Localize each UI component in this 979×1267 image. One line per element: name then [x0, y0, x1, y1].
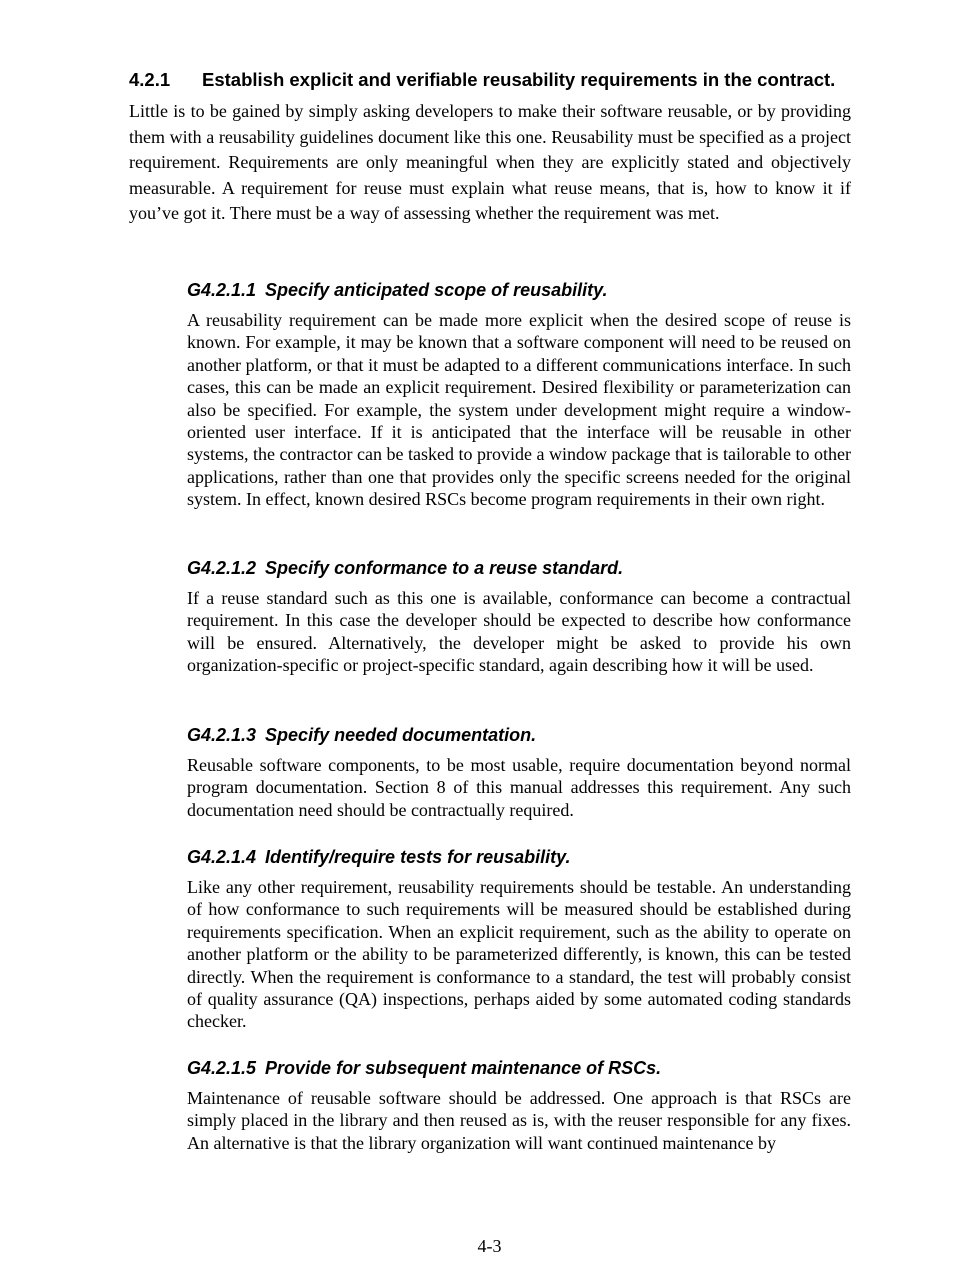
- guideline-heading: [187, 279, 867, 301]
- guideline-number: G4.2.1.4: [187, 847, 257, 867]
- guideline-heading: [187, 557, 867, 579]
- guideline-paragraph: A reusability requirement can be made more explicit when the desired scope of reuse is known. For example, it may be known that a software component will need to be reused on another platform, or that it must be adapted to a different communications interface. In such cases, this can be made an explicit requirement. Desired flexibility or parameterization can also be specified. For example, the system under development might require a window-oriented user interface. If it is anticipated that the interface will be reusable in other systems, the contractor can be tasked to provide a window package that is tailorable to other applications, rather than one that provides only the specific screens needed for the original system. In effect, known desired RSCs become program requirements in their own right.: [187, 310, 851, 510]
- guideline-heading: [187, 724, 867, 746]
- guideline-heading: [187, 1057, 867, 1079]
- section-intro-paragraph: Little is to be gained by simply asking developers to make their software reusable, or by providing them with a reusability guidelines document like this one. Reusability must be specified as a project requirement. Requirements are only meaningful when they are explicitly stated and objectively measurable. A requirement for reuse must explain what reuse means, that is, how to know it if you’ve got it. There must be a way of assessing whether the requirement was met.: [129, 101, 851, 224]
- guideline-paragraph: Maintenance of reusable software should be addressed. One approach is that RSCs are simply placed in the library and then reused as is, with the reuser responsible for any fixes. An alternative is that the library organization will want continued maintenance by: [187, 1088, 851, 1153]
- guideline-title: Specify needed documentation.: [265, 725, 537, 745]
- guideline-heading: [187, 846, 867, 868]
- section-heading: [129, 68, 869, 92]
- guideline-number: G4.2.1.5: [187, 1058, 257, 1078]
- guideline-title: Specify anticipated scope of reusability.: [265, 280, 608, 300]
- guideline-paragraph: Like any other requirement, reusability requirements should be testable. An understanding of how conformance to such requirements will be measured should be established during requirements specification. When an explicit requirement, such as the ability to operate on another platform or the ability to be parameterized differently, is known, this can be tested directly. When the requirement is conformance to a standard, the test will probably consist of quality assurance (QA) inspections, perhaps aided by some automated coding standards checker.: [187, 877, 851, 1032]
- section-title: Establish explicit and verifiable reusability requirements in the contract.: [202, 69, 836, 90]
- guideline-title: Identify/require tests for reusability.: [265, 847, 571, 867]
- guideline-title: Specify conformance to a reuse standard.: [265, 558, 624, 578]
- guideline-number: G4.2.1.2: [187, 558, 257, 578]
- guideline-number: G4.2.1.1: [187, 280, 257, 300]
- page-number: 4-3: [477, 1236, 502, 1256]
- section-number: 4.2.1: [129, 69, 171, 90]
- guideline-paragraph: Reusable software components, to be most usable, require documentation beyond normal program documentation. Section 8 of this manual addresses this requirement. Any such documentation need should be contractually required.: [187, 755, 851, 820]
- guideline-paragraph: If a reuse standard such as this one is available, conformance can become a contractual requirement. In this case the developer should be expected to describe how conformance will be ensured. Alternatively, the developer might be asked to provide his own organization-specific or project-specific standard, again describing how it will be used.: [187, 588, 851, 676]
- guideline-number: G4.2.1.3: [187, 725, 257, 745]
- guideline-title: Provide for subsequent maintenance of RSCs.: [265, 1058, 662, 1078]
